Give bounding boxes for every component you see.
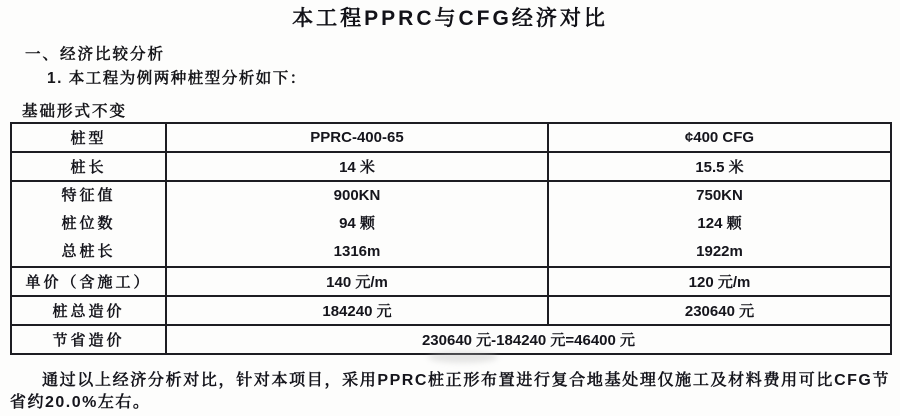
pprc-cell: 140 元/m xyxy=(166,267,548,296)
table-row-unit-price xyxy=(11,267,891,296)
cfg-cell: 124 颗 xyxy=(697,215,742,232)
table-row-group xyxy=(11,181,891,267)
row-label-group xyxy=(11,181,166,267)
conclusion-paragraph: 通过以上经济分析对比，针对本项目，采用PPRC桩正形布置进行复合地基处理仅施工及材料费用可比CFG节省约20.0%左右。 xyxy=(10,372,890,411)
group-labels xyxy=(12,182,165,266)
cfg-cell: 15.5 米 xyxy=(548,152,891,181)
row-label: 桩长 xyxy=(11,152,166,181)
table-row-pile-type xyxy=(11,123,891,152)
pprc-cell: 94 颗 xyxy=(339,215,375,232)
cfg-cell: ¢400 CFG xyxy=(548,123,891,152)
pprc-cell: 1316m xyxy=(333,243,381,260)
row-label: 节省造价 xyxy=(11,325,166,354)
pprc-cell: 184240 元 xyxy=(166,296,548,325)
cfg-group-values xyxy=(549,182,890,266)
pprc-cell: 900KN xyxy=(333,187,381,204)
row-label: 桩位数 xyxy=(61,215,116,232)
pprc-cell: 14 米 xyxy=(166,152,548,181)
scan-artifact xyxy=(428,351,498,363)
document-title: 本工程PPRC与CFG经济对比 xyxy=(292,7,608,30)
table-row-total-cost xyxy=(11,296,891,325)
cfg-group-cell xyxy=(548,181,891,267)
section-heading: 一、经济比较分析 xyxy=(25,46,166,63)
comparison-table xyxy=(10,122,892,355)
cfg-cell: 750KN xyxy=(696,187,743,204)
table-row-savings xyxy=(11,325,891,354)
row-label: 单价（含施工） xyxy=(11,267,166,296)
sub-item-text: 1. 本工程为例两种桩型分析如下： xyxy=(47,70,307,87)
pprc-cell: PPRC-400-65 xyxy=(166,123,548,152)
cfg-cell: 230640 元 xyxy=(548,296,891,325)
cfg-cell: 1922m xyxy=(696,243,743,260)
table-caption: 基础形式不变 xyxy=(22,103,128,120)
cfg-cell: 120 元/m xyxy=(548,267,891,296)
pprc-group-cell xyxy=(166,181,548,267)
row-label: 桩型 xyxy=(11,123,166,152)
row-label: 桩总造价 xyxy=(11,296,166,325)
row-label: 特征值 xyxy=(61,187,116,204)
savings-formula-cell: 230640 元-184240 元=46400 元 xyxy=(166,325,891,354)
pprc-group-values xyxy=(167,182,547,266)
table-row-pile-length xyxy=(11,152,891,181)
row-label: 总桩长 xyxy=(61,243,116,260)
